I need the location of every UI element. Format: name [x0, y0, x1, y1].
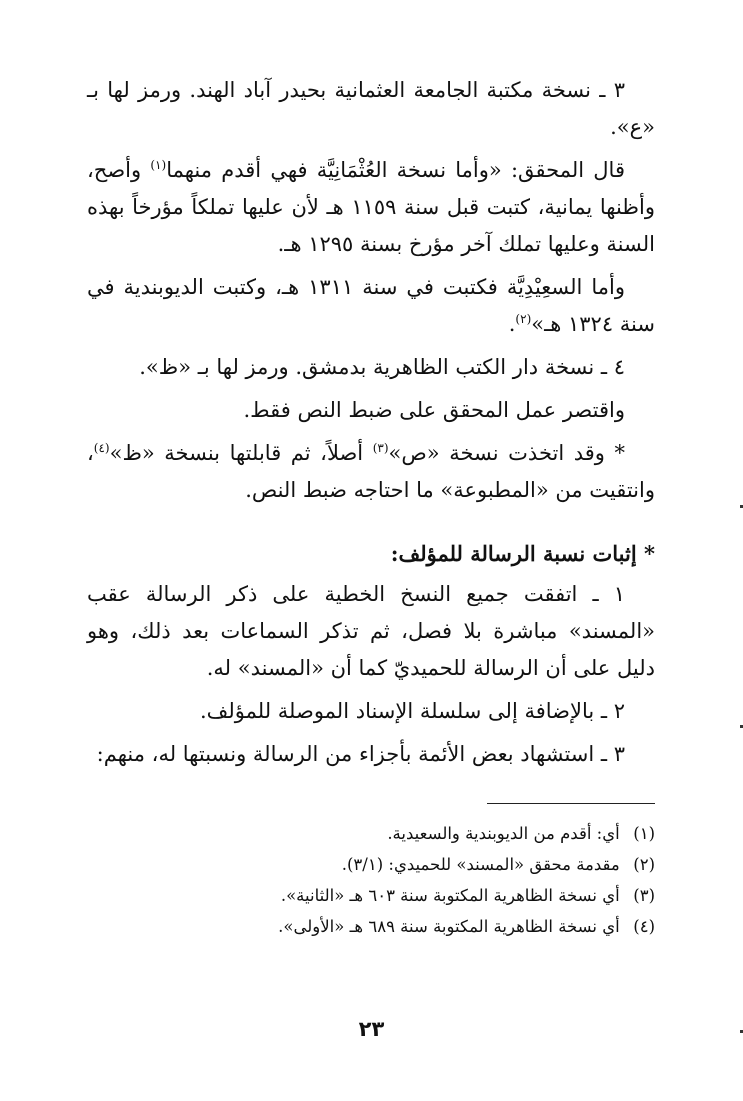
paragraph-editor-quote: [87, 152, 655, 263]
paragraph-copy-4: [87, 349, 655, 386]
paragraph-point-3: [87, 736, 655, 773]
section-heading-text: إثبات نسبة الرسالة للمؤلف:: [390, 541, 637, 566]
asterisk-icon: *: [644, 541, 655, 566]
paragraph-text: وأما السعِيْدِيَّة فكتبت في سنة ١٣١١ هـ، وكتبت الديوبندية في سنة ١٣٢٤ هـ»: [87, 275, 655, 336]
paragraph-text: وأصح، وأظنها يمانية، كتبت قبل سنة ١١٥٩ هـ لأن عليها تملكاً مؤرخاً بهذه السنة وعليها تملك آخر مؤرخ بسنة ١٢٩٥ هـ.: [87, 158, 655, 256]
paragraph-point-1: [87, 576, 655, 687]
paragraph-text: ٣ ـ استشهاد بعض الأئمة بأجزاء من الرسالة ونسبتها له، منهم:: [96, 742, 625, 766]
paragraph-text: ٢ ـ بالإضافة إلى سلسلة الإسناد الموصلة للمؤلف.: [199, 699, 625, 723]
footnote-number: (٤): [633, 917, 655, 936]
paragraph-text: * وقد اتخذت نسخة «ص»: [388, 441, 625, 465]
footnote-ref-2: (٢): [515, 312, 532, 326]
paragraph-text: أصلاً، ثم قابلتها بنسخة «ظ»: [109, 441, 373, 465]
paragraph-text: ٤ ـ نسخة دار الكتب الظاهرية بدمشق. ورمز لها بـ «ظ».: [139, 355, 625, 379]
paragraph-text: ، وانتقيت من «المطبوعة» ما احتاجه ضبط النص.: [87, 441, 655, 502]
page-body: [87, 72, 655, 942]
footnote-divider: [487, 803, 655, 804]
footnote-item: [87, 911, 655, 942]
footnote-item: [87, 849, 655, 880]
footnote-ref-1: (١): [150, 158, 167, 172]
paragraph-text: .: [508, 312, 516, 336]
paragraph-editor-work: [87, 392, 655, 429]
paragraph-copy-3: [87, 72, 655, 146]
footnote-number: (٣): [633, 886, 655, 905]
paragraph-saidiyya: [87, 269, 655, 343]
footnotes: [87, 818, 655, 942]
footnote-number: (١): [633, 824, 655, 843]
footnote-number: (٢): [633, 855, 655, 874]
page-number: ٢٣: [358, 1017, 385, 1041]
footnote-text: أي نسخة الظاهرية المكتوبة سنة ٦٠٣ هـ «الثانية».: [280, 886, 620, 905]
footnote-text: أي نسخة الظاهرية المكتوبة سنة ٦٨٩ هـ «الأولى».: [278, 917, 620, 936]
footnote-ref-4: (٤): [93, 441, 110, 455]
paragraph-text: ١ ـ اتفقت جميع النسخ الخطية على ذكر الرسالة عقب «المسند» مباشرة بلا فصل، ثم تذكر السماعات بعد ذلك، وهو دليل على أن الرسالة للحميديّ كما أن «المسند» له.: [87, 582, 655, 680]
paragraph-text: واقتصر عمل المحقق على ضبط النص فقط.: [243, 398, 625, 422]
footnote-text: أي: أقدم من الديوبندية والسعيدية.: [387, 824, 620, 843]
footnote-ref-3: (٣): [372, 441, 389, 455]
paragraph-text: قال المحقق: «وأما نسخة العُثْمَانِيَّة فهي أقدم منهما: [166, 158, 625, 182]
paragraph-method: [87, 435, 655, 509]
footnote-text: مقدمة محقق «المسند» للحميدي: (٣/١).: [341, 855, 620, 874]
footnote-item: [87, 818, 655, 849]
section-heading: [87, 535, 655, 572]
paragraph-text: ٣ ـ نسخة مكتبة الجامعة العثمانية بحيدر آباد الهند. ورمز لها بـ «ع».: [87, 78, 655, 139]
footnote-item: [87, 880, 655, 911]
paragraph-point-2: [87, 693, 655, 730]
